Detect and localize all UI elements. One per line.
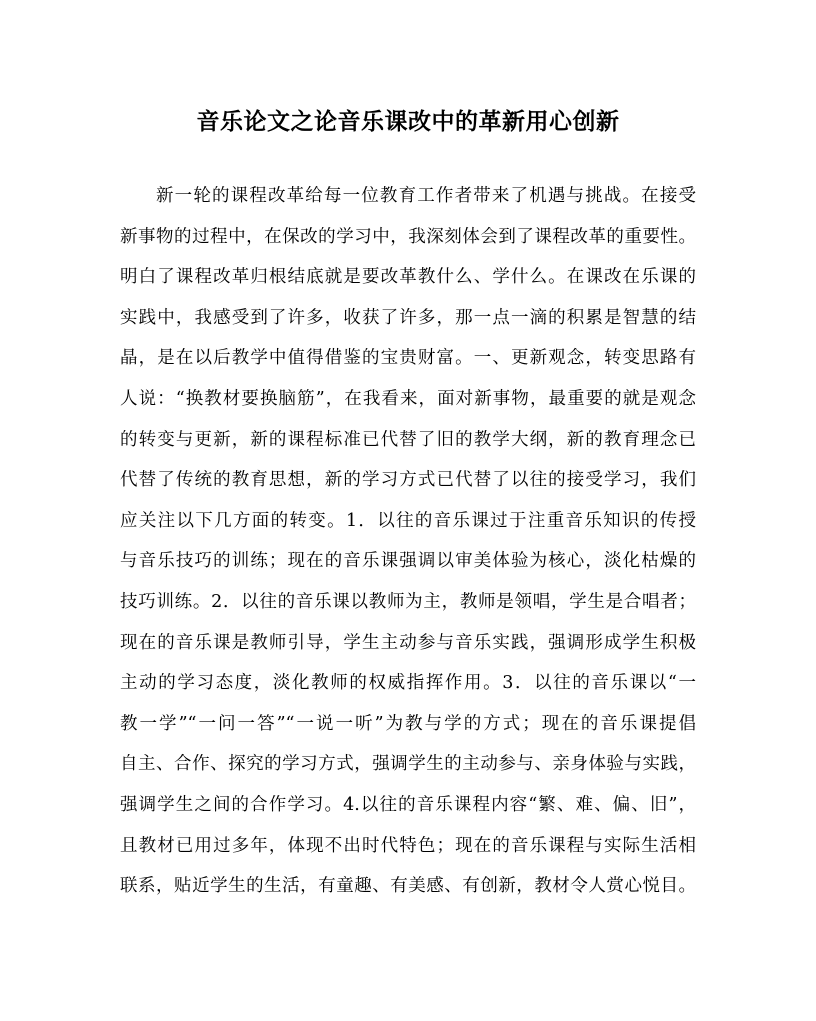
paragraph-line: 的转变与更新，新的课程标准已代替了旧的教学大纲，新的教育理念已 (120, 429, 696, 450)
paragraph-line: 实践中，我感受到了许多，收获了许多，那一点一滴的积累是智慧的结 (120, 307, 696, 328)
paragraph-line: 技巧训练。2．以往的音乐课以教师为主，教师是领唱，学生是合唱者； (120, 591, 696, 612)
paragraph-line: 人说：“换教材要换脑筋”，在我看来，面对新事物，最重要的就是观念 (120, 388, 696, 409)
paragraph-line: 现在的音乐课是教师引导，学生主动参与音乐实践，强调形成学生积极 (120, 632, 696, 653)
paragraph-line: 教一学”“一问一答”“一说一听”为教与学的方式；现在的音乐课提倡 (120, 713, 696, 734)
paragraph-line: 自主、合作、探究的学习方式，强调学生的主动参与、亲身体验与实践， (120, 754, 696, 775)
paragraph-line: 强调学生之间的合作学习。4.以往的音乐课程内容“繁、难、偏、旧”， (120, 794, 696, 815)
paragraph-line: 且教材已用过多年，体现不出时代特色；现在的音乐课程与实际生活相 (120, 835, 696, 856)
paragraph-line: 新事物的过程中，在保改的学习中，我深刻体会到了课程改革的重要性。 (120, 226, 696, 247)
body-paragraph (120, 176, 696, 907)
paragraph-line: 明白了课程改革归根结底就是要改革教什么、学什么。在课改在乐课的 (120, 267, 696, 288)
paragraph-line: 新一轮的课程改革给每一位教育工作者带来了机遇与挑战。在接受 (156, 186, 696, 206)
paragraph-line: 应关注以下几方面的转变。1．以往的音乐课过于注重音乐知识的传授 (120, 510, 696, 531)
paragraph-line: 主动的学习态度，淡化教师的权威指挥作用。3．以往的音乐课以“一 (120, 673, 696, 694)
paragraph-line: 联系，贴近学生的生活，有童趣、有美感、有创新，教材令人赏心悦目。 (120, 876, 696, 897)
paragraph-line: 晶，是在以后教学中值得借鉴的宝贵财富。一、更新观念，转变思路有 (120, 348, 696, 369)
paragraph-line: 代替了传统的教育思想，新的学习方式已代替了以往的接受学习，我们 (120, 470, 696, 491)
paragraph-line: 与音乐技巧的训练；现在的音乐课强调以审美体验为核心，淡化枯燥的 (120, 551, 696, 572)
document-title: 音乐论文之论音乐课改中的革新用心创新 (196, 108, 620, 135)
